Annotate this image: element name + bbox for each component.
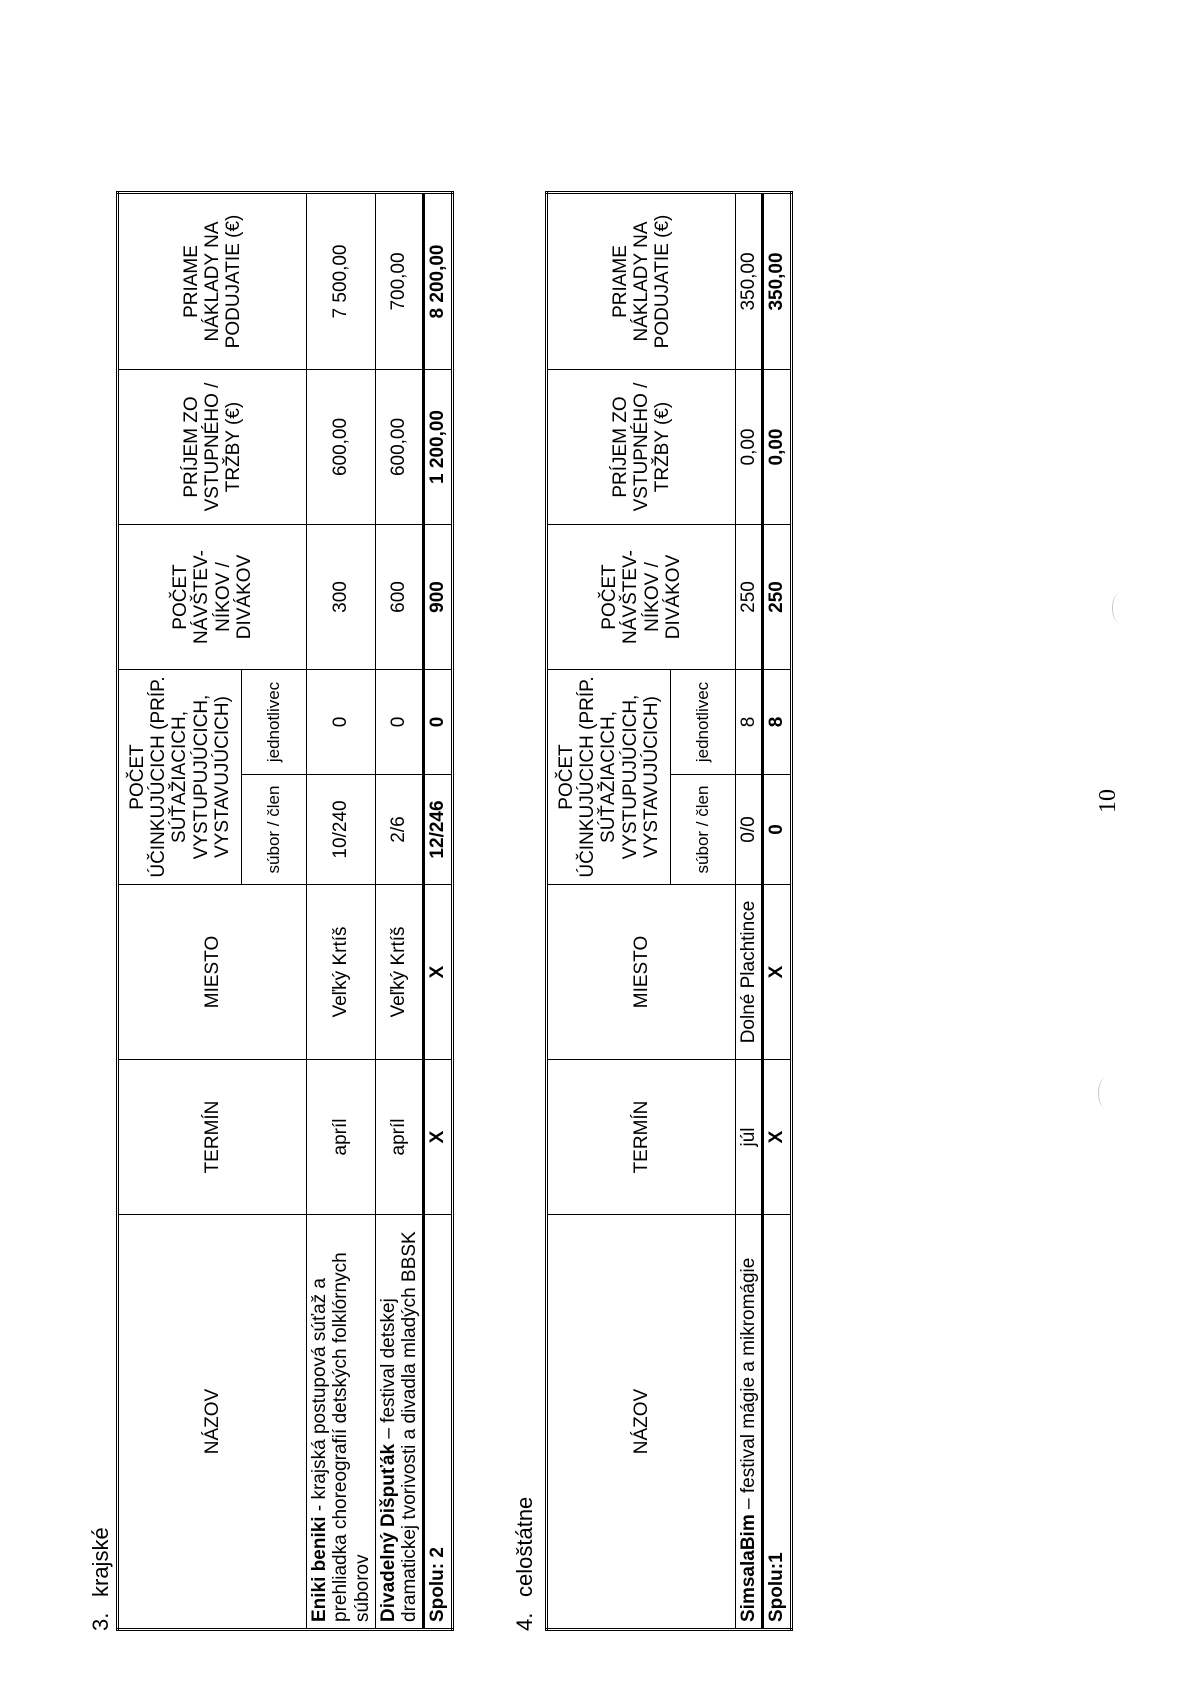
row-costs: 350,00 bbox=[736, 192, 763, 369]
header-performers-group: súbor / člen bbox=[242, 775, 307, 885]
scan-mark bbox=[1098, 1078, 1113, 1108]
header-name: NÁZOV bbox=[547, 1215, 736, 1630]
row-individual: 0 bbox=[375, 669, 424, 774]
row-name bbox=[375, 1215, 424, 1630]
header-visitors: POČET NÁVŠTEV-NÍKOV / DIVÁKOV bbox=[547, 524, 736, 669]
row-name-bold: Divadelný Dišpuťák bbox=[377, 1443, 399, 1622]
row-income: 600,00 bbox=[307, 369, 376, 524]
row-place: Veľký Krtíš bbox=[307, 885, 376, 1060]
row-name-rest: – festival detskej dramatickej tvorivosti a divadla mladých BBSK bbox=[377, 1231, 421, 1622]
header-name: NÁZOV bbox=[118, 1215, 307, 1630]
table-header-row bbox=[118, 192, 242, 1629]
row-costs: 700,00 bbox=[375, 192, 424, 369]
table-total-row bbox=[763, 192, 791, 1629]
table-row bbox=[307, 192, 376, 1629]
section-number: 3. bbox=[88, 1612, 113, 1631]
total-place: X bbox=[424, 885, 452, 1060]
total-costs: 350,00 bbox=[763, 192, 791, 369]
row-place: Dolné Plachtince bbox=[736, 885, 763, 1060]
total-visitors: 900 bbox=[424, 524, 452, 669]
regional-events-table bbox=[116, 191, 454, 1631]
row-visitors: 600 bbox=[375, 524, 424, 669]
table-row bbox=[375, 192, 424, 1629]
total-costs: 8 200,00 bbox=[424, 192, 452, 369]
row-group: 0/0 bbox=[736, 775, 763, 885]
row-income: 600,00 bbox=[375, 369, 424, 524]
total-place: X bbox=[763, 885, 791, 1060]
total-group: 12/246 bbox=[424, 775, 452, 885]
scan-mark bbox=[1112, 593, 1127, 623]
row-income: 0,00 bbox=[736, 369, 763, 524]
section-number: 4. bbox=[512, 1612, 537, 1631]
row-term: júl bbox=[736, 1060, 763, 1215]
header-term: TERMÍN bbox=[547, 1060, 736, 1215]
row-name bbox=[307, 1215, 376, 1630]
section-title: celoštátne bbox=[512, 1496, 537, 1597]
total-income: 0,00 bbox=[763, 369, 791, 524]
header-costs: PRIAME NÁKLADY NA PODUJATIE (€) bbox=[118, 192, 307, 369]
row-name bbox=[736, 1215, 763, 1630]
header-performers-group: súbor / člen bbox=[671, 775, 736, 885]
total-individual: 0 bbox=[424, 669, 452, 774]
header-visitors: POČET NÁVŠTEV-NÍKOV / DIVÁKOV bbox=[118, 524, 307, 669]
header-performers: POČET ÚČINKUJÚCICH (PRÍP. SÚŤAŽIACICH, VYSTUPUJÚCICH, VYSTAVUJÚCICH) bbox=[118, 669, 242, 884]
header-performers-individual: jednotlivec bbox=[242, 669, 307, 774]
total-term: X bbox=[424, 1060, 452, 1215]
header-place: MIESTO bbox=[118, 885, 307, 1060]
row-place: Veľký Krtíš bbox=[375, 885, 424, 1060]
row-name-rest: – festival mágie a mikromágie bbox=[738, 1257, 759, 1515]
header-performers-individual: jednotlivec bbox=[671, 669, 736, 774]
row-name-bold: Eniki beniki bbox=[309, 1516, 330, 1622]
row-group: 2/6 bbox=[375, 775, 424, 885]
total-visitors: 250 bbox=[763, 524, 791, 669]
header-income: PRÍJEM ZO VSTUPNÉHO / TRŽBY (€) bbox=[547, 369, 736, 524]
row-visitors: 300 bbox=[307, 524, 376, 669]
section-4-heading bbox=[512, 1497, 538, 1631]
header-place: MIESTO bbox=[547, 885, 736, 1060]
total-term: X bbox=[763, 1060, 791, 1215]
row-name-bold: SimsalaBim bbox=[738, 1514, 759, 1622]
header-income: PRÍJEM ZO VSTUPNÉHO / TRŽBY (€) bbox=[118, 369, 307, 524]
header-costs: PRIAME NÁKLADY NA PODUJATIE (€) bbox=[547, 192, 736, 369]
total-income: 1 200,00 bbox=[424, 369, 452, 524]
row-individual: 0 bbox=[307, 669, 376, 774]
row-term: apríl bbox=[307, 1060, 376, 1215]
row-term: apríl bbox=[375, 1060, 424, 1215]
total-label: Spolu:1 bbox=[763, 1215, 791, 1630]
row-costs: 7 500,00 bbox=[307, 192, 376, 369]
national-events-table bbox=[545, 191, 793, 1631]
row-individual: 8 bbox=[736, 669, 763, 774]
row-visitors: 250 bbox=[736, 524, 763, 669]
page-number: 10 bbox=[1095, 789, 1121, 813]
row-name-rest: - krajská postupová súťaž a prehliadka choreografií detských folklórnych súborov bbox=[309, 1252, 373, 1622]
section-3-heading bbox=[88, 1527, 114, 1631]
total-group: 0 bbox=[763, 775, 791, 885]
section-title: krajské bbox=[88, 1527, 113, 1597]
table-header-row bbox=[547, 192, 671, 1629]
total-label: Spolu: 2 bbox=[424, 1215, 452, 1630]
table-total-row bbox=[424, 192, 452, 1629]
table-row bbox=[736, 192, 763, 1629]
total-individual: 8 bbox=[763, 669, 791, 774]
header-term: TERMÍN bbox=[118, 1060, 307, 1215]
row-group: 10/240 bbox=[307, 775, 376, 885]
header-performers: POČET ÚČINKUJÚCICH (PRÍP. SÚŤAŽIACICH, VYSTUPUJÚCICH, VYSTAVUJÚCICH) bbox=[547, 669, 671, 884]
